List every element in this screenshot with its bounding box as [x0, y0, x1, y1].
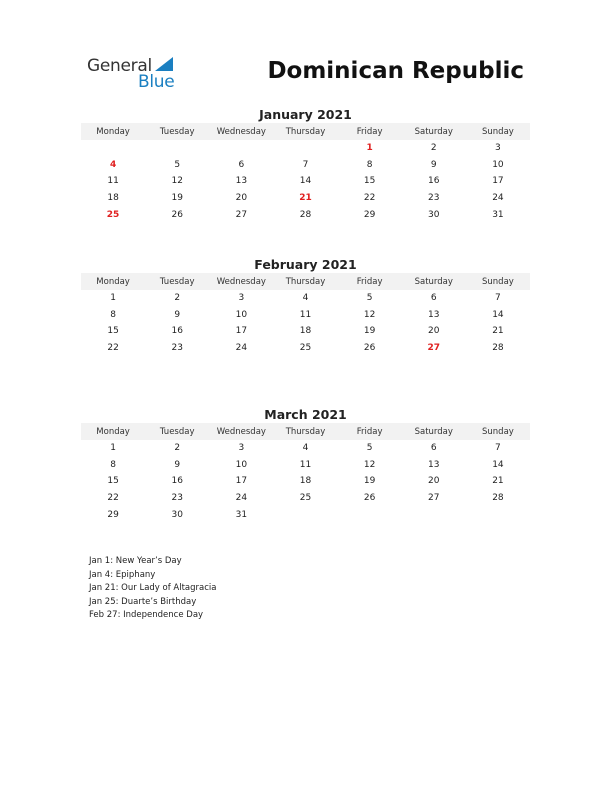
weekday-header: Sunday [466, 123, 530, 140]
day-cell: 29 [107, 509, 119, 520]
weekday-header-row [81, 123, 530, 140]
day-cell: 24 [492, 193, 504, 204]
day-cell: 4 [302, 293, 309, 304]
day-cell: 30 [171, 509, 183, 520]
day-cell: 1 [110, 293, 116, 304]
day-cell: 2 [430, 143, 437, 154]
day-cell: 25 [106, 209, 120, 220]
day-cell: 1 [366, 143, 373, 154]
week-row [81, 323, 530, 340]
day-cell: 1 [110, 443, 116, 454]
day-cell: 27 [235, 209, 248, 220]
day-cell: 26 [363, 493, 376, 504]
weekday-header: Monday [81, 273, 145, 290]
day-cell: 3 [238, 293, 245, 304]
week-row [81, 307, 530, 324]
week-row [81, 290, 530, 307]
day-cell [402, 506, 466, 523]
week-row [81, 440, 530, 457]
day-cell: 25 [299, 343, 312, 354]
week-row [81, 190, 530, 207]
day-cell: 6 [430, 293, 437, 304]
day-cell: 16 [171, 326, 183, 337]
day-cell: 17 [235, 326, 248, 337]
day-cell: 3 [495, 143, 501, 154]
day-cell: 5 [366, 443, 373, 454]
week-row [81, 457, 530, 474]
calendar-grid [81, 123, 530, 223]
day-cell: 22 [363, 193, 376, 204]
day-cell: 27 [428, 493, 440, 504]
week-row [81, 140, 530, 157]
day-cell: 19 [363, 326, 376, 337]
day-cell: 24 [235, 493, 248, 504]
week-row [81, 173, 530, 190]
day-cell: 29 [363, 209, 376, 220]
day-cell: 27 [427, 343, 441, 354]
day-cell: 9 [174, 459, 181, 470]
day-cell: 10 [235, 309, 248, 320]
day-cell [145, 140, 209, 157]
weekday-header: Thursday [273, 423, 337, 440]
day-cell: 13 [235, 176, 248, 187]
weekday-header: Saturday [402, 423, 466, 440]
week-row [81, 506, 530, 523]
day-cell: 6 [430, 443, 437, 454]
holiday-note: Jan 21: Our Lady of Altagracia [89, 583, 217, 593]
calendar-grid [81, 273, 530, 356]
week-row [81, 206, 530, 223]
day-cell: 20 [428, 326, 440, 337]
day-cell: 28 [492, 493, 504, 504]
weekday-header: Thursday [273, 273, 337, 290]
day-cell: 28 [299, 209, 312, 220]
day-cell: 12 [363, 459, 376, 470]
month-title: January 2021 [259, 107, 352, 122]
weekday-header: Sunday [466, 273, 530, 290]
day-cell [209, 140, 273, 157]
day-cell: 14 [492, 309, 504, 320]
day-cell: 13 [428, 459, 440, 470]
day-cell: 2 [174, 293, 181, 304]
day-cell: 13 [428, 309, 440, 320]
weekday-header: Monday [81, 123, 145, 140]
day-cell: 16 [171, 476, 183, 487]
holiday-note: Feb 27: Independence Day [89, 610, 204, 620]
day-cell: 3 [238, 443, 245, 454]
month-title: March 2021 [264, 407, 347, 422]
brand-word-blue: Blue [138, 72, 175, 92]
weekday-header: Friday [338, 423, 402, 440]
day-cell [466, 506, 530, 523]
day-cell: 8 [366, 159, 373, 170]
holiday-notes [89, 555, 217, 623]
day-cell: 15 [107, 476, 119, 487]
week-row [81, 490, 530, 507]
day-cell: 7 [495, 293, 501, 304]
day-cell: 12 [363, 309, 376, 320]
day-cell: 15 [363, 176, 376, 187]
day-cell: 17 [235, 476, 248, 487]
day-cell: 14 [299, 176, 312, 187]
day-cell: 11 [299, 309, 312, 320]
day-cell [273, 140, 337, 157]
day-cell: 18 [107, 193, 119, 204]
day-cell: 6 [238, 159, 245, 170]
day-cell: 4 [109, 159, 117, 170]
day-cell: 19 [363, 476, 376, 487]
day-cell: 20 [235, 193, 248, 204]
brand-logo [87, 56, 187, 92]
weekday-header-row [81, 423, 530, 440]
day-cell [81, 140, 145, 157]
day-cell: 7 [495, 443, 501, 454]
day-cell: 21 [492, 326, 504, 337]
day-cell: 26 [363, 343, 376, 354]
day-cell: 22 [107, 343, 119, 354]
day-cell: 21 [299, 193, 312, 204]
month-january [81, 106, 530, 223]
weekday-header: Tuesday [145, 273, 209, 290]
weekday-header: Saturday [402, 273, 466, 290]
day-cell: 9 [174, 309, 181, 320]
day-cell: 5 [366, 293, 373, 304]
day-cell [273, 506, 337, 523]
day-cell: 31 [235, 509, 248, 520]
brand-triangle-icon [155, 57, 173, 71]
week-row [81, 340, 530, 357]
weekday-header: Monday [81, 423, 145, 440]
day-cell: 23 [428, 193, 440, 204]
day-cell: 25 [299, 493, 312, 504]
day-cell: 8 [110, 309, 116, 320]
day-cell: 18 [299, 326, 312, 337]
month-march [81, 406, 530, 523]
day-cell: 26 [171, 209, 183, 220]
day-cell: 21 [492, 476, 504, 487]
day-cell: 11 [299, 459, 312, 470]
month-february [81, 256, 530, 356]
day-cell [338, 506, 402, 523]
day-cell: 8 [110, 459, 116, 470]
weekday-header: Friday [338, 123, 402, 140]
day-cell: 5 [174, 159, 181, 170]
weekday-header: Wednesday [209, 423, 273, 440]
day-cell: 23 [171, 493, 183, 504]
day-cell: 28 [492, 343, 504, 354]
day-cell: 7 [302, 159, 309, 170]
day-cell: 19 [171, 193, 183, 204]
weekday-header: Tuesday [145, 423, 209, 440]
week-row [81, 473, 530, 490]
day-cell: 2 [174, 443, 181, 454]
weekday-header: Wednesday [209, 273, 273, 290]
month-title: February 2021 [254, 257, 357, 272]
weekday-header: Friday [338, 273, 402, 290]
day-cell: 30 [428, 209, 440, 220]
holiday-note: Jan 25: Duarte’s Birthday [89, 596, 197, 607]
day-cell: 9 [430, 159, 437, 170]
day-cell: 15 [107, 326, 119, 337]
country-title: Dominican Republic [267, 58, 524, 84]
day-cell: 16 [428, 176, 440, 187]
weekday-header: Thursday [273, 123, 337, 140]
holiday-note: Jan 4: Epiphany [89, 569, 156, 580]
day-cell: 12 [171, 176, 183, 187]
weekday-header: Sunday [466, 423, 530, 440]
day-cell: 11 [107, 176, 119, 187]
weekday-header: Tuesday [145, 123, 209, 140]
day-cell: 20 [428, 476, 440, 487]
day-cell: 4 [302, 443, 309, 454]
week-row [81, 157, 530, 174]
day-cell: 10 [492, 159, 504, 170]
day-cell: 24 [235, 343, 248, 354]
day-cell: 14 [492, 459, 504, 470]
calendar-grid [81, 423, 530, 523]
weekday-header: Saturday [402, 123, 466, 140]
day-cell: 10 [235, 459, 248, 470]
day-cell: 18 [299, 476, 312, 487]
holiday-note: Jan 1: New Year’s Day [89, 556, 182, 566]
day-cell: 23 [171, 343, 183, 354]
brand-word-general: General [87, 56, 152, 76]
day-cell: 17 [492, 176, 504, 187]
day-cell: 31 [492, 209, 504, 220]
weekday-header: Wednesday [209, 123, 273, 140]
day-cell: 22 [107, 493, 119, 504]
weekday-header-row [81, 273, 530, 290]
